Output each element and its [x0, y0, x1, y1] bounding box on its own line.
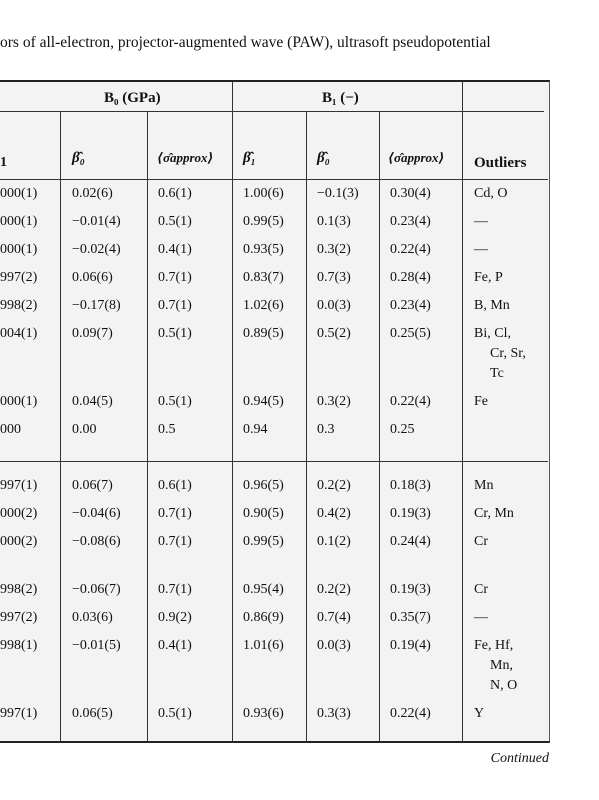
cell-outliers: Fe, P	[474, 270, 503, 285]
col-header-sigma-approx: ⟨σ̂approx⟩	[388, 150, 445, 165]
cell-prev: 998(1)	[0, 638, 38, 653]
cell-sigma: 0.9(2)	[158, 610, 192, 625]
cell-sigma-b1: 0.35(7)	[390, 610, 431, 625]
cell-outliers: Cr, Sr,	[490, 346, 526, 361]
cell-prev: 997(1)	[0, 706, 38, 721]
section-divider	[0, 461, 548, 462]
cell-prev: 998(2)	[0, 582, 38, 597]
cell-outliers: Fe	[474, 394, 488, 409]
cell-sigma-b1: 0.22(4)	[390, 242, 431, 257]
group-header-b1: B₁ (−)	[322, 90, 359, 106]
cell-sigma: 0.4(1)	[158, 242, 192, 257]
cell-sigma: 0.5(1)	[158, 326, 192, 341]
cell-beta0: −0.17(8)	[72, 298, 121, 313]
cell-outliers: N, O	[490, 678, 518, 693]
cell-sigma-b1: 0.23(4)	[390, 214, 431, 229]
cell-prev: 000(1)	[0, 394, 38, 409]
cell-beta0: −0.08(6)	[72, 534, 121, 549]
cell-beta0-b1: 0.2(2)	[317, 478, 351, 493]
continued-note: Continued	[490, 751, 549, 766]
cell-prev: 004(1)	[0, 326, 38, 341]
cell-sigma-b1: 0.30(4)	[390, 186, 431, 201]
group-underline-b1	[232, 111, 544, 112]
cell-prev: 000(1)	[0, 214, 38, 229]
cell-sigma: 0.6(1)	[158, 186, 192, 201]
col-header-sigma-approx: ⟨σ̂approx⟩	[157, 150, 214, 165]
cell-prev: 000(1)	[0, 186, 38, 201]
cell-outliers: Cd, O	[474, 186, 508, 201]
cell-outliers: Cr	[474, 582, 488, 597]
col-header-outliers: Outliers	[474, 155, 527, 171]
cell-outliers: Fe, Hf,	[474, 638, 514, 653]
cell-sigma: 0.6(1)	[158, 478, 192, 493]
group-header-b0: B₀ (GPa)	[104, 90, 161, 106]
col-divider	[147, 111, 148, 743]
cell-sigma-b1: 0.22(4)	[390, 394, 431, 409]
cell-sigma: 0.5(1)	[158, 706, 192, 721]
cell-beta0: 0.06(6)	[72, 270, 113, 285]
cell-beta0-b1: 0.2(2)	[317, 582, 351, 597]
cell-beta0-b1: 0.3	[317, 422, 335, 437]
cell-outliers: Bi, Cl,	[474, 326, 511, 341]
cell-beta0-b1: 0.7(3)	[317, 270, 351, 285]
col-header-prev: 1	[0, 155, 7, 170]
cell-sigma-b1: 0.19(3)	[390, 506, 431, 521]
cell-beta1: 0.83(7)	[243, 270, 284, 285]
cell-sigma-b1: 0.18(3)	[390, 478, 431, 493]
cell-outliers: —	[474, 214, 488, 229]
group-underline-b0	[0, 111, 232, 112]
cell-beta0-b1: 0.3(3)	[317, 706, 351, 721]
cell-prev: 000(2)	[0, 534, 38, 549]
cell-outliers: Cr, Mn	[474, 506, 514, 521]
cell-prev: 997(2)	[0, 270, 38, 285]
cell-outliers: Tc	[490, 366, 504, 381]
cell-sigma-b1: 0.25	[390, 422, 415, 437]
cell-sigma-b1: 0.25(5)	[390, 326, 431, 341]
cell-beta0-b1: 0.7(4)	[317, 610, 351, 625]
cell-beta0-b1: 0.5(2)	[317, 326, 351, 341]
cell-outliers: Mn,	[490, 658, 513, 673]
cell-beta1: 0.94(5)	[243, 394, 284, 409]
cell-beta0: −0.01(5)	[72, 638, 121, 653]
cell-prev: 000	[0, 422, 21, 437]
cell-prev: 000(1)	[0, 242, 38, 257]
cell-beta1: 0.86(9)	[243, 610, 284, 625]
col-header-beta1: β̂₁	[243, 150, 256, 166]
cell-sigma: 0.5(1)	[158, 394, 192, 409]
cell-sigma: 0.7(1)	[158, 534, 192, 549]
cell-outliers: Cr	[474, 534, 488, 549]
cell-beta0: 0.04(5)	[72, 394, 113, 409]
col-header-beta0: β̂₀	[317, 150, 330, 166]
cell-beta0: 0.06(7)	[72, 478, 113, 493]
cell-beta1: 0.90(5)	[243, 506, 284, 521]
cell-outliers: B, Mn	[474, 298, 510, 313]
cell-beta0-b1: 0.3(2)	[317, 242, 351, 257]
cell-beta1: 1.00(6)	[243, 186, 284, 201]
cell-beta0-b1: 0.0(3)	[317, 638, 351, 653]
cell-beta1: 0.93(6)	[243, 706, 284, 721]
cell-sigma: 0.4(1)	[158, 638, 192, 653]
cell-prev: 997(1)	[0, 478, 38, 493]
table-caption: ors of all-electron, projector-augmented wave (PAW), ultrasoft pseudopotential	[0, 34, 491, 51]
cell-beta0: −0.06(7)	[72, 582, 121, 597]
header-bottom-rule	[0, 179, 548, 180]
col-divider	[232, 82, 233, 743]
cell-beta0: 0.03(6)	[72, 610, 113, 625]
cell-beta1: 1.01(6)	[243, 638, 284, 653]
cell-outliers: Y	[474, 706, 485, 721]
cell-sigma: 0.5(1)	[158, 214, 192, 229]
cell-prev: 000(2)	[0, 506, 38, 521]
cell-sigma: 0.5	[158, 422, 176, 437]
cell-beta0-b1: 0.1(3)	[317, 214, 351, 229]
cell-beta1: 0.93(5)	[243, 242, 284, 257]
cell-sigma: 0.7(1)	[158, 582, 192, 597]
cell-beta1: 1.02(6)	[243, 298, 284, 313]
cell-beta1: 0.96(5)	[243, 478, 284, 493]
cell-prev: 997(2)	[0, 610, 38, 625]
cell-beta1: 0.99(5)	[243, 534, 284, 549]
cell-sigma-b1: 0.19(3)	[390, 582, 431, 597]
cell-sigma-b1: 0.23(4)	[390, 298, 431, 313]
cell-beta0: −0.02(4)	[72, 242, 121, 257]
cell-outliers: —	[474, 242, 488, 257]
cell-beta0: −0.01(4)	[72, 214, 121, 229]
cell-sigma: 0.7(1)	[158, 270, 192, 285]
cell-beta0-b1: 0.4(2)	[317, 506, 351, 521]
cell-beta0-b1: 0.3(2)	[317, 394, 351, 409]
cell-sigma-b1: 0.19(4)	[390, 638, 431, 653]
cell-sigma: 0.7(1)	[158, 298, 192, 313]
cell-beta0-b1: 0.1(2)	[317, 534, 351, 549]
cell-sigma-b1: 0.28(4)	[390, 270, 431, 285]
col-header-beta0: β̂₀	[72, 150, 85, 166]
cell-sigma: 0.7(1)	[158, 506, 192, 521]
cell-beta1: 0.89(5)	[243, 326, 284, 341]
cell-beta1: 0.99(5)	[243, 214, 284, 229]
cell-outliers: Mn	[474, 478, 494, 493]
col-divider	[462, 82, 463, 743]
cell-beta0: 0.09(7)	[72, 326, 113, 341]
cell-outliers: —	[474, 610, 488, 625]
cell-beta1: 0.95(4)	[243, 582, 284, 597]
cell-beta0-b1: 0.0(3)	[317, 298, 351, 313]
data-table	[0, 80, 550, 743]
cell-beta0: 0.00	[72, 422, 97, 437]
cell-beta1: 0.94	[243, 422, 268, 437]
cell-sigma-b1: 0.24(4)	[390, 534, 431, 549]
col-divider	[379, 111, 380, 743]
col-divider	[306, 111, 307, 743]
cell-beta0: 0.02(6)	[72, 186, 113, 201]
cell-prev: 998(2)	[0, 298, 38, 313]
cell-beta0: 0.06(5)	[72, 706, 113, 721]
cell-sigma-b1: 0.22(4)	[390, 706, 431, 721]
cell-beta0: −0.04(6)	[72, 506, 121, 521]
cell-beta0-b1: −0.1(3)	[317, 186, 359, 201]
col-divider	[60, 111, 61, 743]
